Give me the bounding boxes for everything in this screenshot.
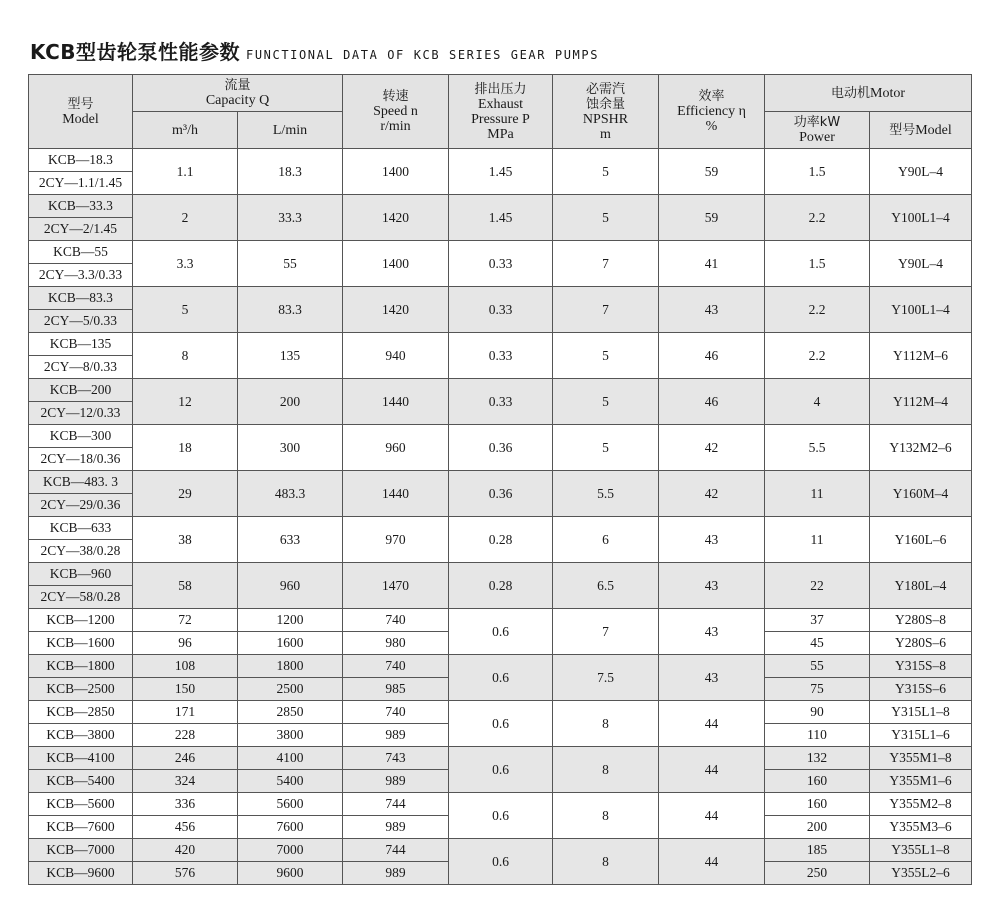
pressure-cell: 0.28: [449, 563, 553, 609]
pressure-cell: 0.33: [449, 287, 553, 333]
speed-cell: 1420: [343, 195, 449, 241]
table-row: [29, 333, 972, 356]
pressure-cell: 0.6: [449, 655, 553, 701]
model-cell: KCB—135: [29, 333, 133, 356]
header-motor: 电动机Motor: [765, 75, 972, 112]
motor-model-cell: Y90L–4: [870, 241, 972, 287]
pressure-cell: 1.45: [449, 149, 553, 195]
efficiency-cell: 42: [659, 425, 765, 471]
model-cell: 2CY—12/0.33: [29, 402, 133, 425]
capacity-lmin-cell: 300: [238, 425, 343, 471]
speed-cell: 744: [343, 839, 449, 862]
speed-cell: 1400: [343, 241, 449, 287]
power-cell: 1.5: [765, 241, 870, 287]
motor-model-cell: Y355L1–8: [870, 839, 972, 862]
npshr-cell: 5: [553, 379, 659, 425]
model-cell: KCB—3800: [29, 724, 133, 747]
capacity-lmin-cell: 1600: [238, 632, 343, 655]
motor-model-cell: Y280S–8: [870, 609, 972, 632]
model-cell: KCB—2850: [29, 701, 133, 724]
model-cell: 2CY—3.3/0.33: [29, 264, 133, 287]
efficiency-cell: 43: [659, 655, 765, 701]
power-cell: 11: [765, 517, 870, 563]
model-cell: 2CY—2/1.45: [29, 218, 133, 241]
npshr-cell: 5: [553, 195, 659, 241]
speed-cell: 980: [343, 632, 449, 655]
capacity-lmin-cell: 33.3: [238, 195, 343, 241]
power-cell: 1.5: [765, 149, 870, 195]
model-cell: KCB—55: [29, 241, 133, 264]
npshr-cell: 5.5: [553, 471, 659, 517]
power-cell: 132: [765, 747, 870, 770]
speed-cell: 989: [343, 862, 449, 885]
pressure-cell: 0.28: [449, 517, 553, 563]
model-cell: KCB—960: [29, 563, 133, 586]
capacity-lmin-cell: 3800: [238, 724, 343, 747]
model-cell: KCB—18.3: [29, 149, 133, 172]
efficiency-cell: 44: [659, 701, 765, 747]
table-row: [29, 195, 972, 218]
motor-model-cell: Y355L2–6: [870, 862, 972, 885]
capacity-lmin-cell: 18.3: [238, 149, 343, 195]
model-cell: KCB—1800: [29, 655, 133, 678]
page-title: [30, 36, 599, 68]
motor-model-cell: Y315L1–6: [870, 724, 972, 747]
efficiency-cell: 43: [659, 287, 765, 333]
capacity-m3h-cell: 324: [133, 770, 238, 793]
capacity-lmin-cell: 7600: [238, 816, 343, 839]
speed-cell: 989: [343, 816, 449, 839]
npshr-cell: 7: [553, 609, 659, 655]
table-row: [29, 471, 972, 494]
header-npshr: 必需汽 蚀余量 NPSHR m: [553, 75, 659, 149]
speed-cell: 1440: [343, 379, 449, 425]
power-cell: 37: [765, 609, 870, 632]
capacity-lmin-cell: 2500: [238, 678, 343, 701]
capacity-lmin-cell: 135: [238, 333, 343, 379]
pressure-cell: 0.33: [449, 379, 553, 425]
header-capacity: 流量 Capacity Q: [133, 75, 343, 112]
npshr-cell: 8: [553, 793, 659, 839]
table-row: [29, 563, 972, 586]
pressure-cell: 0.33: [449, 333, 553, 379]
motor-model-cell: Y160M–4: [870, 471, 972, 517]
model-cell: KCB—7600: [29, 816, 133, 839]
capacity-lmin-cell: 83.3: [238, 287, 343, 333]
header-efficiency: 效率 Efficiency η %: [659, 75, 765, 149]
header-capacity-m3h: m³/h: [133, 112, 238, 149]
speed-cell: 970: [343, 517, 449, 563]
capacity-m3h-cell: 108: [133, 655, 238, 678]
model-cell: KCB—200: [29, 379, 133, 402]
efficiency-cell: 44: [659, 839, 765, 885]
pressure-cell: 0.33: [449, 241, 553, 287]
model-cell: KCB—300: [29, 425, 133, 448]
table-row: [29, 287, 972, 310]
speed-cell: 1420: [343, 287, 449, 333]
motor-model-cell: Y112M–4: [870, 379, 972, 425]
motor-model-cell: Y90L–4: [870, 149, 972, 195]
pressure-cell: 1.45: [449, 195, 553, 241]
model-cell: 2CY—5/0.33: [29, 310, 133, 333]
motor-model-cell: Y100L1–4: [870, 287, 972, 333]
efficiency-cell: 42: [659, 471, 765, 517]
table-row: [29, 517, 972, 540]
capacity-lmin-cell: 483.3: [238, 471, 343, 517]
capacity-m3h-cell: 336: [133, 793, 238, 816]
efficiency-cell: 43: [659, 563, 765, 609]
header-speed: 转速 Speed n r/min: [343, 75, 449, 149]
power-cell: 22: [765, 563, 870, 609]
speed-cell: 1400: [343, 149, 449, 195]
npshr-cell: 8: [553, 839, 659, 885]
motor-model-cell: Y160L–6: [870, 517, 972, 563]
pressure-cell: 0.36: [449, 471, 553, 517]
model-cell: 2CY—18/0.36: [29, 448, 133, 471]
power-cell: 160: [765, 770, 870, 793]
model-cell: KCB—5600: [29, 793, 133, 816]
power-cell: 2.2: [765, 287, 870, 333]
motor-model-cell: Y355M2–8: [870, 793, 972, 816]
pressure-cell: 0.6: [449, 701, 553, 747]
model-cell: 2CY—8/0.33: [29, 356, 133, 379]
motor-model-cell: Y315S–6: [870, 678, 972, 701]
power-cell: 160: [765, 793, 870, 816]
efficiency-cell: 46: [659, 333, 765, 379]
capacity-lmin-cell: 7000: [238, 839, 343, 862]
power-cell: 75: [765, 678, 870, 701]
table-row: [29, 149, 972, 172]
motor-model-cell: Y280S–6: [870, 632, 972, 655]
pressure-cell: 0.6: [449, 609, 553, 655]
motor-model-cell: Y315S–8: [870, 655, 972, 678]
motor-model-cell: Y180L–4: [870, 563, 972, 609]
motor-model-cell: Y355M1–8: [870, 747, 972, 770]
capacity-m3h-cell: 18: [133, 425, 238, 471]
table-row: [29, 379, 972, 402]
table-row: [29, 793, 972, 816]
table-body: [29, 149, 972, 885]
npshr-cell: 5: [553, 333, 659, 379]
motor-model-cell: Y132M2–6: [870, 425, 972, 471]
motor-model-cell: Y355M1–6: [870, 770, 972, 793]
header-capacity-lmin: L/min: [238, 112, 343, 149]
capacity-m3h-cell: 96: [133, 632, 238, 655]
npshr-cell: 7: [553, 287, 659, 333]
capacity-lmin-cell: 633: [238, 517, 343, 563]
model-cell: KCB—2500: [29, 678, 133, 701]
pressure-cell: 0.6: [449, 793, 553, 839]
power-cell: 11: [765, 471, 870, 517]
table-row: [29, 655, 972, 678]
motor-model-cell: Y315L1–8: [870, 701, 972, 724]
motor-model-cell: Y112M–6: [870, 333, 972, 379]
speed-cell: 743: [343, 747, 449, 770]
table-row: [29, 425, 972, 448]
motor-model-cell: Y355M3–6: [870, 816, 972, 839]
header-power: 功率kW Power: [765, 112, 870, 149]
power-cell: 250: [765, 862, 870, 885]
pressure-cell: 0.6: [449, 747, 553, 793]
capacity-lmin-cell: 200: [238, 379, 343, 425]
model-cell: KCB—33.3: [29, 195, 133, 218]
power-cell: 2.2: [765, 333, 870, 379]
speed-cell: 940: [343, 333, 449, 379]
model-cell: KCB—4100: [29, 747, 133, 770]
capacity-lmin-cell: 4100: [238, 747, 343, 770]
npshr-cell: 6.5: [553, 563, 659, 609]
power-cell: 110: [765, 724, 870, 747]
capacity-m3h-cell: 228: [133, 724, 238, 747]
table-row: [29, 747, 972, 770]
table-row: [29, 241, 972, 264]
capacity-m3h-cell: 8: [133, 333, 238, 379]
capacity-m3h-cell: 150: [133, 678, 238, 701]
npshr-cell: 5: [553, 425, 659, 471]
npshr-cell: 5: [553, 149, 659, 195]
power-cell: 2.2: [765, 195, 870, 241]
efficiency-cell: 43: [659, 517, 765, 563]
model-cell: 2CY—1.1/1.45: [29, 172, 133, 195]
speed-cell: 1440: [343, 471, 449, 517]
model-cell: 2CY—29/0.36: [29, 494, 133, 517]
efficiency-cell: 59: [659, 149, 765, 195]
model-cell: 2CY—38/0.28: [29, 540, 133, 563]
power-cell: 55: [765, 655, 870, 678]
capacity-m3h-cell: 38: [133, 517, 238, 563]
speed-cell: 960: [343, 425, 449, 471]
speed-cell: 744: [343, 793, 449, 816]
speed-cell: 989: [343, 724, 449, 747]
speed-cell: 740: [343, 655, 449, 678]
title-en: FUNCTIONAL DATA OF KCB SERIES GEAR PUMPS: [246, 48, 600, 62]
pressure-cell: 0.6: [449, 839, 553, 885]
capacity-m3h-cell: 3.3: [133, 241, 238, 287]
capacity-m3h-cell: 12: [133, 379, 238, 425]
capacity-m3h-cell: 29: [133, 471, 238, 517]
capacity-m3h-cell: 171: [133, 701, 238, 724]
table-row: [29, 609, 972, 632]
power-cell: 200: [765, 816, 870, 839]
power-cell: 90: [765, 701, 870, 724]
capacity-lmin-cell: 960: [238, 563, 343, 609]
model-cell: KCB—83.3: [29, 287, 133, 310]
power-cell: 45: [765, 632, 870, 655]
capacity-lmin-cell: 5400: [238, 770, 343, 793]
model-cell: KCB—7000: [29, 839, 133, 862]
capacity-m3h-cell: 576: [133, 862, 238, 885]
capacity-lmin-cell: 9600: [238, 862, 343, 885]
capacity-m3h-cell: 72: [133, 609, 238, 632]
model-cell: 2CY—58/0.28: [29, 586, 133, 609]
efficiency-cell: 43: [659, 609, 765, 655]
header-model: 型号 Model: [29, 75, 133, 149]
speed-cell: 740: [343, 701, 449, 724]
capacity-lmin-cell: 1200: [238, 609, 343, 632]
capacity-lmin-cell: 55: [238, 241, 343, 287]
header-motor-model: 型号Model: [870, 112, 972, 149]
model-cell: KCB—5400: [29, 770, 133, 793]
capacity-m3h-cell: 420: [133, 839, 238, 862]
capacity-lmin-cell: 5600: [238, 793, 343, 816]
npshr-cell: 6: [553, 517, 659, 563]
model-cell: KCB—9600: [29, 862, 133, 885]
capacity-m3h-cell: 5: [133, 287, 238, 333]
power-cell: 185: [765, 839, 870, 862]
capacity-lmin-cell: 2850: [238, 701, 343, 724]
model-cell: KCB—633: [29, 517, 133, 540]
model-cell: KCB—483. 3: [29, 471, 133, 494]
capacity-lmin-cell: 1800: [238, 655, 343, 678]
speed-cell: 1470: [343, 563, 449, 609]
table-header: [29, 75, 972, 149]
efficiency-cell: 59: [659, 195, 765, 241]
capacity-m3h-cell: 456: [133, 816, 238, 839]
npshr-cell: 7: [553, 241, 659, 287]
npshr-cell: 7.5: [553, 655, 659, 701]
capacity-m3h-cell: 1.1: [133, 149, 238, 195]
efficiency-cell: 41: [659, 241, 765, 287]
power-cell: 5.5: [765, 425, 870, 471]
capacity-m3h-cell: 58: [133, 563, 238, 609]
speed-cell: 989: [343, 770, 449, 793]
speed-cell: 740: [343, 609, 449, 632]
motor-model-cell: Y100L1–4: [870, 195, 972, 241]
speed-cell: 985: [343, 678, 449, 701]
performance-table: [28, 74, 972, 885]
npshr-cell: 8: [553, 747, 659, 793]
capacity-m3h-cell: 246: [133, 747, 238, 770]
model-cell: KCB—1600: [29, 632, 133, 655]
model-cell: KCB—1200: [29, 609, 133, 632]
efficiency-cell: 44: [659, 747, 765, 793]
power-cell: 4: [765, 379, 870, 425]
efficiency-cell: 46: [659, 379, 765, 425]
capacity-m3h-cell: 2: [133, 195, 238, 241]
header-pressure: 排出压力 Exhaust Pressure P MPa: [449, 75, 553, 149]
npshr-cell: 8: [553, 701, 659, 747]
pressure-cell: 0.36: [449, 425, 553, 471]
table-row: [29, 701, 972, 724]
efficiency-cell: 44: [659, 793, 765, 839]
title-cn: KCB型齿轮泵性能参数: [30, 40, 241, 64]
table-row: [29, 839, 972, 862]
